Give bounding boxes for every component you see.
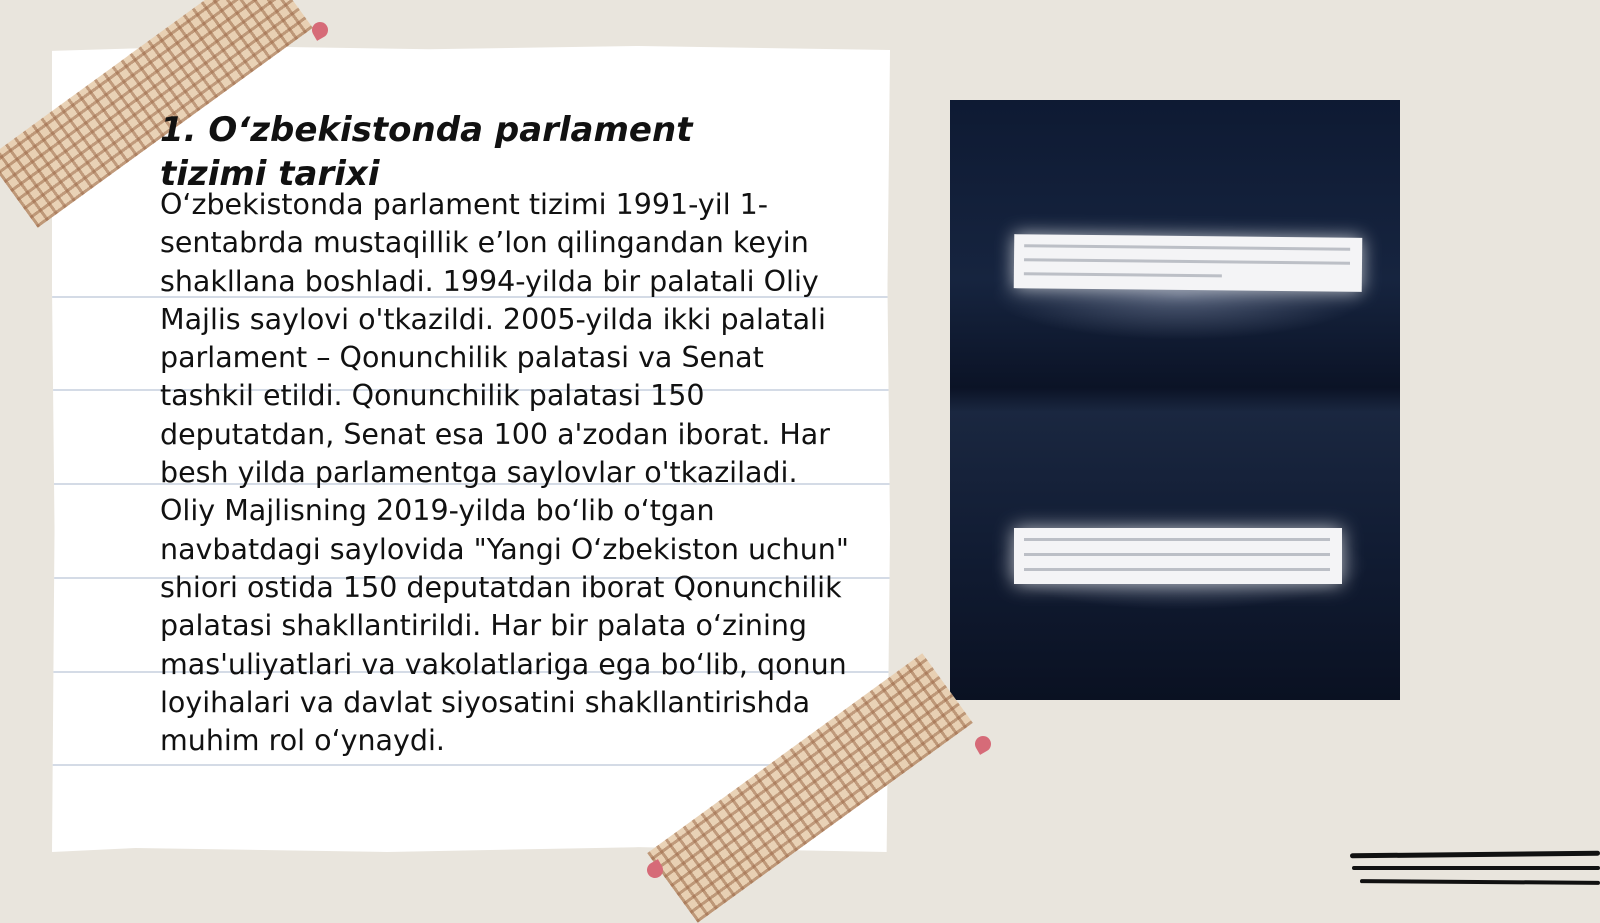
paper-rule-line — [52, 764, 890, 766]
textbook-photo — [950, 100, 1400, 700]
strip-text-line — [1024, 244, 1350, 250]
slide-body-text: O‘zbekistonda parlament tizimi 1991-yil 1-sentabrda mustaqillik e’lon qilingandan keyin shakllana boshladi. 1994-yilda bir palatali Oliy Majlis saylovi o'tkazildi. 2005-yilda ikki palatali parlament – Qonunchilik palatasi va Senat tashkil etildi. Qonunchilik palatasi 150 deputatdan, Senat esa 100 a'zodan iborat. Har besh yilda parlamentga saylovlar o'tkaziladi. Oliy Majlisning 2019-yilda bo‘lib o‘tgan navbatdagi saylovida "Yangi O‘zbekiston uchun" shiori ostida 150 deputatdan iborat Qonunchilik palatasi shakllantirildi. Har bir palata o‘zining mas'uliyatlari va vakolatlariga ega bo‘lib, qonun loyihalari va davlat siyosatini shakllantirishda muhim rol o‘ynaydi. — [160, 188, 849, 758]
strip-text-line — [1024, 553, 1330, 556]
strip-text-line — [1024, 272, 1222, 277]
pin-icon — [309, 19, 331, 41]
pin-icon — [972, 733, 994, 755]
decorative-brush-stroke — [1352, 866, 1600, 870]
strip-text-line — [1024, 538, 1330, 541]
strip-text-line — [1024, 568, 1330, 571]
decorative-brush-stroke — [1350, 851, 1600, 859]
paper-strip-image — [1014, 528, 1342, 584]
strip-text-line — [1024, 258, 1350, 264]
slide-title: 1. O‘zbekistonda parlament tizimi tarixi — [160, 110, 693, 194]
paper-strip-image — [1014, 234, 1363, 292]
decorative-brush-stroke — [1360, 879, 1600, 885]
